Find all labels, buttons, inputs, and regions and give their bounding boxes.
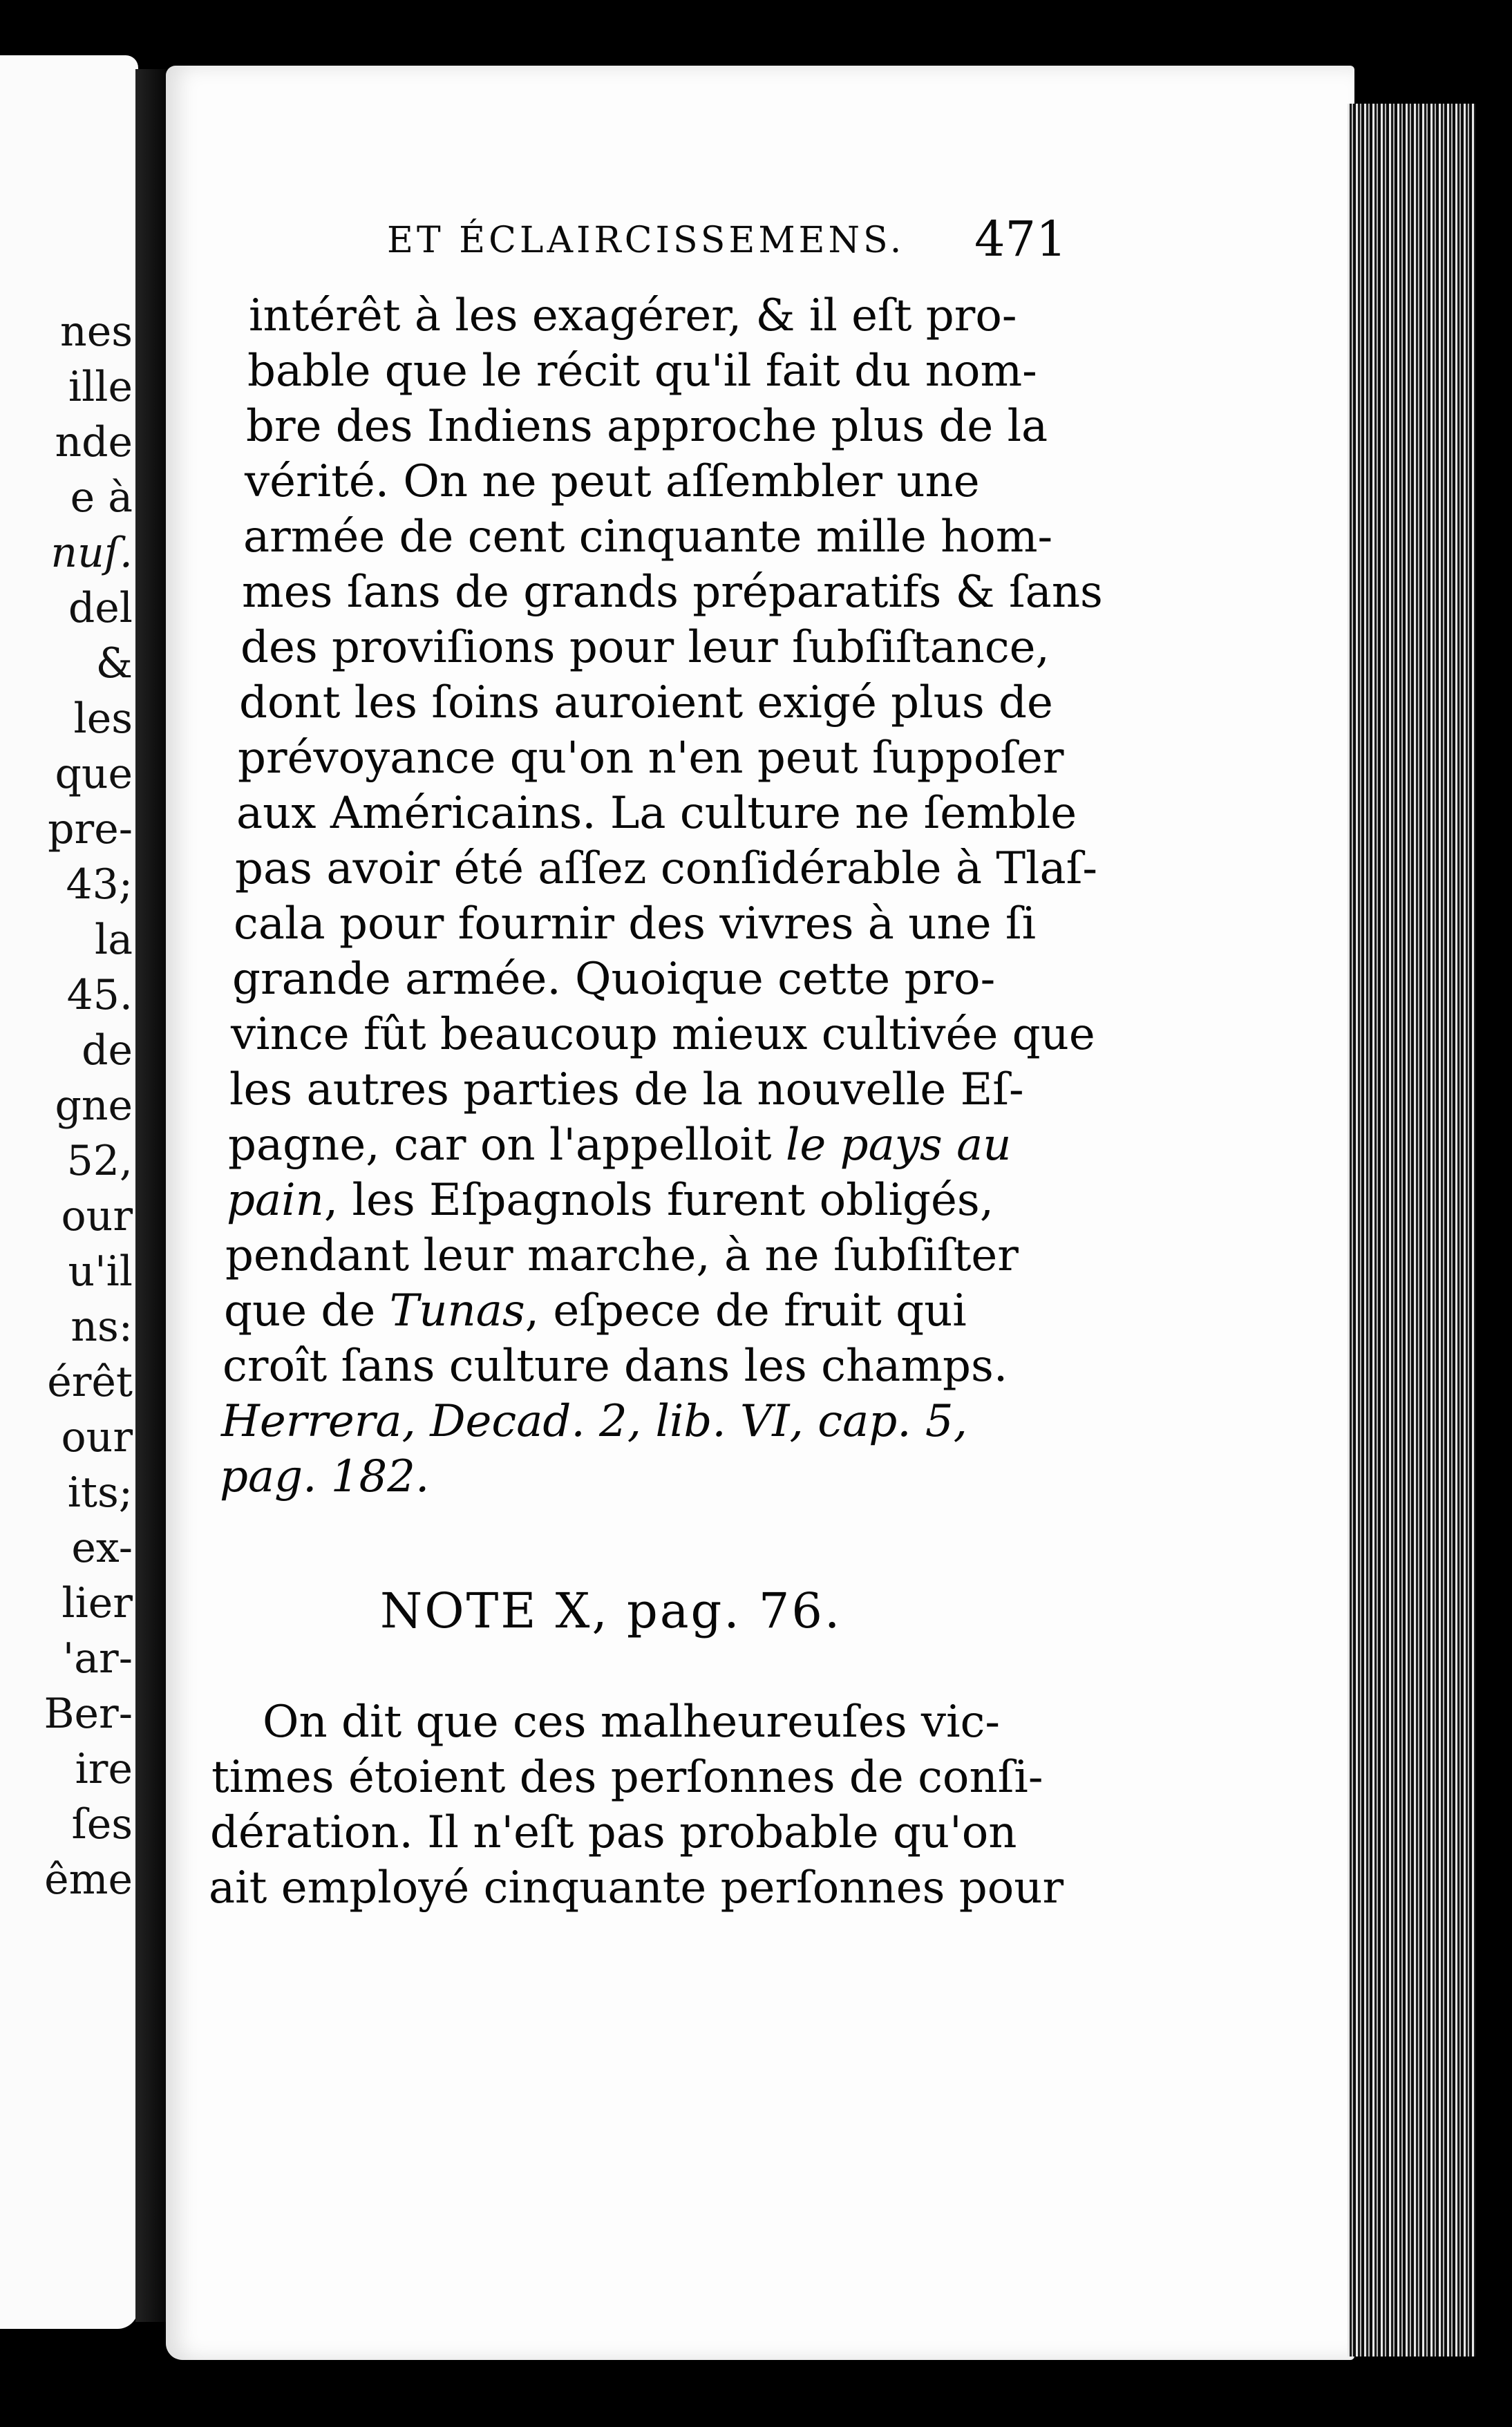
body-line: croît ſans culture dans les champs. bbox=[223, 1341, 1008, 1392]
left-fragment: ſes bbox=[71, 1800, 133, 1849]
left-fragment: érêt bbox=[47, 1358, 133, 1406]
body-line: armée de cent cinquante mille hom- bbox=[243, 511, 1053, 563]
left-fragment: pre- bbox=[48, 805, 133, 853]
left-fragment: nde bbox=[55, 418, 133, 466]
left-fragment: de bbox=[82, 1026, 133, 1075]
left-fragment: ire bbox=[75, 1745, 133, 1793]
left-fragment: our bbox=[61, 1192, 133, 1240]
left-fragment: 'ar- bbox=[62, 1634, 133, 1683]
left-fragment: ille bbox=[68, 363, 133, 411]
body-line: intérêt à les exagérer, & il eſt pro- bbox=[249, 290, 1017, 341]
body-line: prévoyance qu'on n'en peut ſuppoſer bbox=[238, 733, 1064, 784]
left-fragment: u'il bbox=[68, 1247, 133, 1296]
body-line: vérité. On ne peut aſſembler une bbox=[245, 456, 980, 507]
note-heading: NOTE X, pag. 76. bbox=[380, 1583, 842, 1639]
note-line: On dit que ces malheureuſes vic- bbox=[263, 1697, 1000, 1748]
italic-phrase: Tunas bbox=[389, 1285, 525, 1337]
body-line: les autres parties de la nouvelle Eſ- bbox=[229, 1064, 1024, 1115]
left-fragment: nes bbox=[60, 308, 133, 356]
left-fragment: que bbox=[55, 750, 133, 798]
citation-line: pag. 182. bbox=[220, 1451, 430, 1502]
left-fragment: & bbox=[95, 639, 133, 688]
left-fragment: ême bbox=[44, 1855, 133, 1904]
body-line bbox=[224, 1285, 967, 1337]
body-line bbox=[227, 1175, 994, 1226]
left-fragment: del bbox=[68, 584, 133, 632]
left-fragment: les bbox=[73, 695, 133, 743]
citation-line: Herrera, Decad. 2, lib. VI, cap. 5, bbox=[221, 1396, 967, 1447]
left-fragment: nuſ. bbox=[50, 529, 133, 577]
left-fragment: e à bbox=[70, 473, 133, 522]
body-line-text: , les Eſpagnols furent obligés, bbox=[323, 1175, 994, 1226]
italic-phrase: pain bbox=[227, 1175, 324, 1226]
body-line: mes ſans de grands préparatifs & ſans bbox=[242, 567, 1103, 618]
left-fragment: 52, bbox=[66, 1137, 133, 1185]
body-line-text: pagne, car on l'appelloit bbox=[228, 1120, 786, 1171]
body-line: aux Américains. La culture ne ſemble bbox=[236, 788, 1077, 839]
left-fragment: 45. bbox=[66, 971, 133, 1019]
left-fragment: ns: bbox=[70, 1303, 133, 1351]
body-line: pas avoir été aſſez conſidérable à Tlaſ- bbox=[235, 843, 1097, 894]
body-line bbox=[228, 1120, 1012, 1171]
left-fragment: Ber- bbox=[44, 1690, 133, 1738]
note-line: dération. Il n'eſt pas probable qu'on bbox=[210, 1807, 1017, 1858]
body-line: des proviſions pour leur ſubſiſtance, bbox=[240, 622, 1050, 673]
italic-phrase: le pays au bbox=[785, 1120, 1012, 1171]
left-fragment: gne bbox=[55, 1082, 133, 1130]
running-head: ET ÉCLAIRCISSEMENS. bbox=[387, 220, 905, 261]
left-fragment: our bbox=[61, 1413, 133, 1462]
page-number: 471 bbox=[974, 211, 1067, 267]
body-line: pendant leur marche, à ne ſubſiſter bbox=[225, 1230, 1019, 1281]
body-line: bre des Indiens approche plus de la bbox=[246, 401, 1048, 452]
body-line: cala pour fournir des vivres à une ſi bbox=[234, 898, 1037, 950]
left-fragment: ex- bbox=[71, 1524, 133, 1572]
body-line-text: que de bbox=[224, 1285, 390, 1337]
note-line: ait employé cinquante perſonnes pour bbox=[209, 1862, 1064, 1914]
left-fragment: its; bbox=[67, 1469, 133, 1517]
body-line: dont les ſoins auroient exigé plus de bbox=[239, 677, 1053, 728]
left-facing-page bbox=[0, 55, 138, 2329]
body-line: bable que le récit qu'il fait du nom- bbox=[247, 346, 1037, 397]
left-fragment: la bbox=[95, 916, 133, 964]
body-line: vince fût beaucoup mieux cultivée que bbox=[231, 1009, 1095, 1060]
note-line: times étoient des perſonnes de conſi- bbox=[211, 1752, 1043, 1803]
body-line: grande armée. Quoique cette pro- bbox=[232, 954, 996, 1005]
left-fragment: 43; bbox=[66, 860, 133, 909]
body-line-text: , eſpece de fruit qui bbox=[525, 1285, 967, 1337]
left-fragment: lier bbox=[62, 1579, 133, 1627]
page-edges bbox=[1348, 104, 1475, 2357]
